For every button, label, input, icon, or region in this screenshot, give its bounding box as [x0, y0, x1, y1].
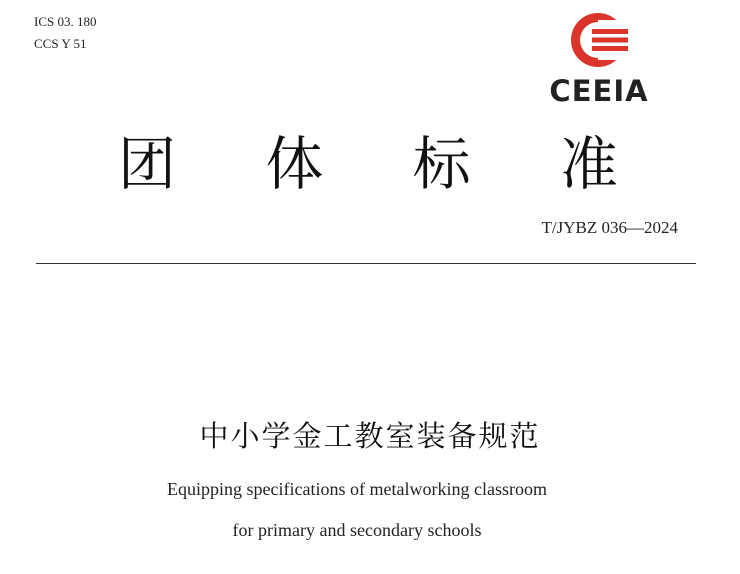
doc-type-char: 体 [265, 130, 324, 198]
title-english-line-2: for primary and secondary schools [232, 520, 482, 540]
header-divider [36, 263, 696, 264]
logo-text: CEEIA [549, 74, 649, 108]
title-chinese: 中小学金工教室装备规范 [199, 419, 541, 453]
ceeia-logo [524, 0, 674, 112]
document-type-heading [118, 128, 618, 200]
doc-type-char: 标 [412, 130, 471, 198]
ccs-code: CCS Y 51 [34, 36, 87, 51]
standard-number: T/JYBZ 036—2024 [541, 218, 678, 237]
ceeia-logo-icon [524, 0, 674, 80]
doc-type-char: 团 [118, 130, 177, 198]
ics-code: ICS 03. 180 [34, 14, 97, 29]
doc-type-char: 准 [559, 130, 618, 198]
title-english-line-1: Equipping specifications of metalworking classroom [167, 479, 547, 499]
classification-codes [34, 11, 96, 55]
